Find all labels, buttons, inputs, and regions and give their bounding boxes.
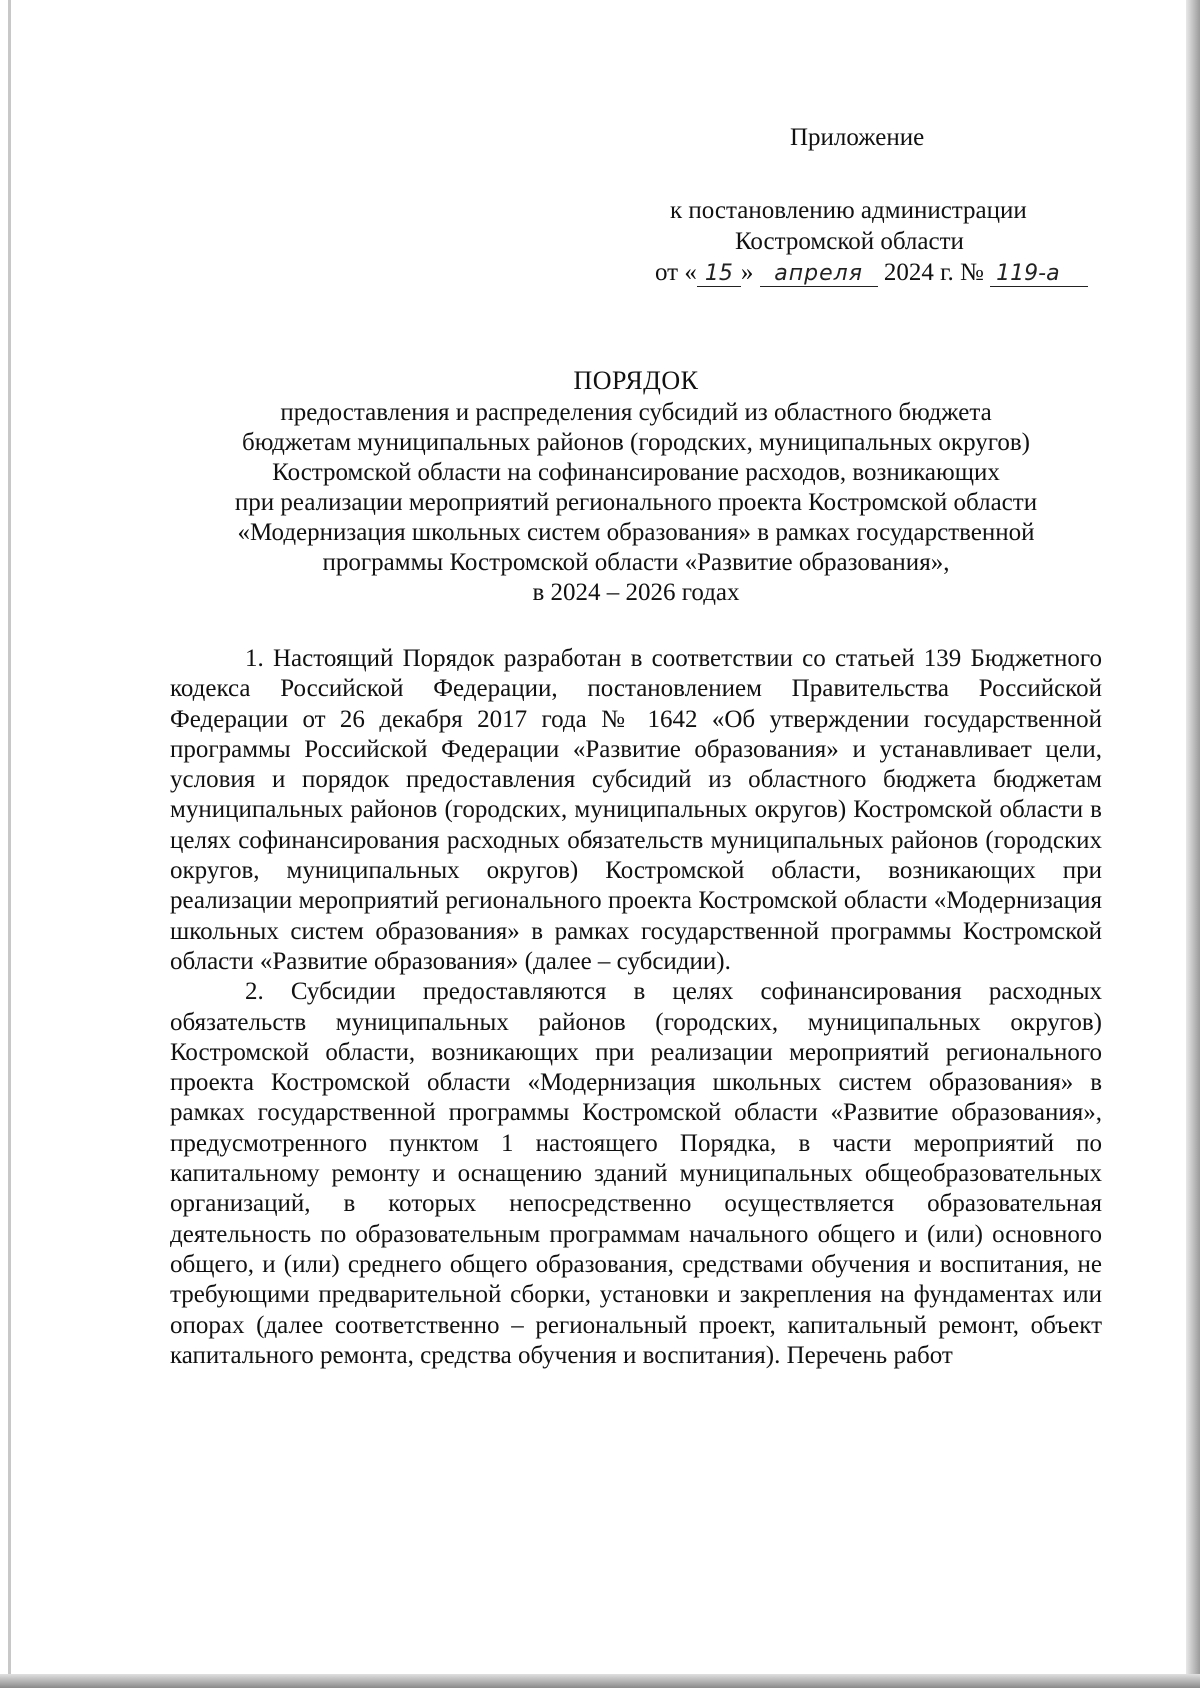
title-line: «Модернизация школьных систем образования» в рамках государственной — [237, 519, 1035, 546]
approval-stamp-block — [640, 122, 1100, 288]
title-line: в 2024 – 2026 годах — [532, 579, 740, 606]
date-prefix: от « — [655, 259, 697, 286]
paragraph-2: 2. Субсидии предоставляются в целях софинансирования расходных обязательств муниципальных районов (городских, муниципальных округов) Костромской области, возникающих при реализации мероприятий регионального проекта Костромской области «Модернизация школьных систем образования» в рамках государственной программы Костромской области «Развитие образования», предусмотренного пунктом 1 настоящего Порядка, в части мероприятий по капитальному ремонту и оснащению зданий муниципальных общеобразовательных организаций, в которых непосредственно осуществляется образовательная деятельность по образовательным программам начального общего и (или) основного общего, и (или) среднего общего образования, средствами обучения и воспитания, не требующими предварительной сборки, установки и закрепления на фундаментах или опорах (далее соответственно – региональный проект, капитальный ремонт, объект капитального ремонта, средства обучения и воспитания). Перечень работ — [170, 978, 1102, 1369]
appendix-label: Приложение — [790, 124, 925, 151]
title-line: предоставления и распределения субсидий из областного бюджета — [280, 399, 992, 426]
paragraph-1: 1. Настоящий Порядок разработан в соответствии со статьей 139 Бюджетного кодекса Российской Федерации, постановлением Правительства Российской Федерации от 26 декабря 2017 года № 1642 «Об утверждении государственной программы Российской Федерации «Развитие образования» и устанавливает цели, условия и порядок предоставления субсидий из областного бюджета бюджетам муниципальных районов (городских, муниципальных округов) Костромской области в целях софинансирования расходных обязательств муниципальных районов (городских округов, муниципальных округов) Костромской области, возникающих при реализации мероприятий регионального проекта Костромской области «Модернизация школьных систем образования» в рамках государственной программы Костромской области «Развитие образования» (далее – субсидии). — [170, 645, 1102, 975]
document-title-block — [170, 366, 1102, 608]
handwritten-decree-number: 119-а — [990, 262, 1088, 287]
document-body — [170, 644, 1102, 1371]
title-line: Костромской области на софинансирование расходов, возникающих — [272, 459, 1000, 486]
date-separator: » — [740, 259, 754, 286]
decree-reference: к постановлению администрации — [670, 197, 1027, 224]
handwritten-month: апреля — [760, 262, 878, 287]
document-heading: ПОРЯДОК — [573, 366, 699, 395]
decree-date-line — [640, 257, 1100, 288]
region-name: Костромской области — [735, 228, 964, 255]
title-line: программы Костромской области «Развитие образования», — [322, 549, 950, 576]
decree-year: 2024 г. № — [883, 259, 984, 286]
title-line: бюджетам муниципальных районов (городских, муниципальных округов) — [241, 429, 1030, 456]
title-line: при реализации мероприятий регионального проекта Костромской области — [234, 489, 1038, 516]
handwritten-day: 15 — [697, 262, 741, 287]
